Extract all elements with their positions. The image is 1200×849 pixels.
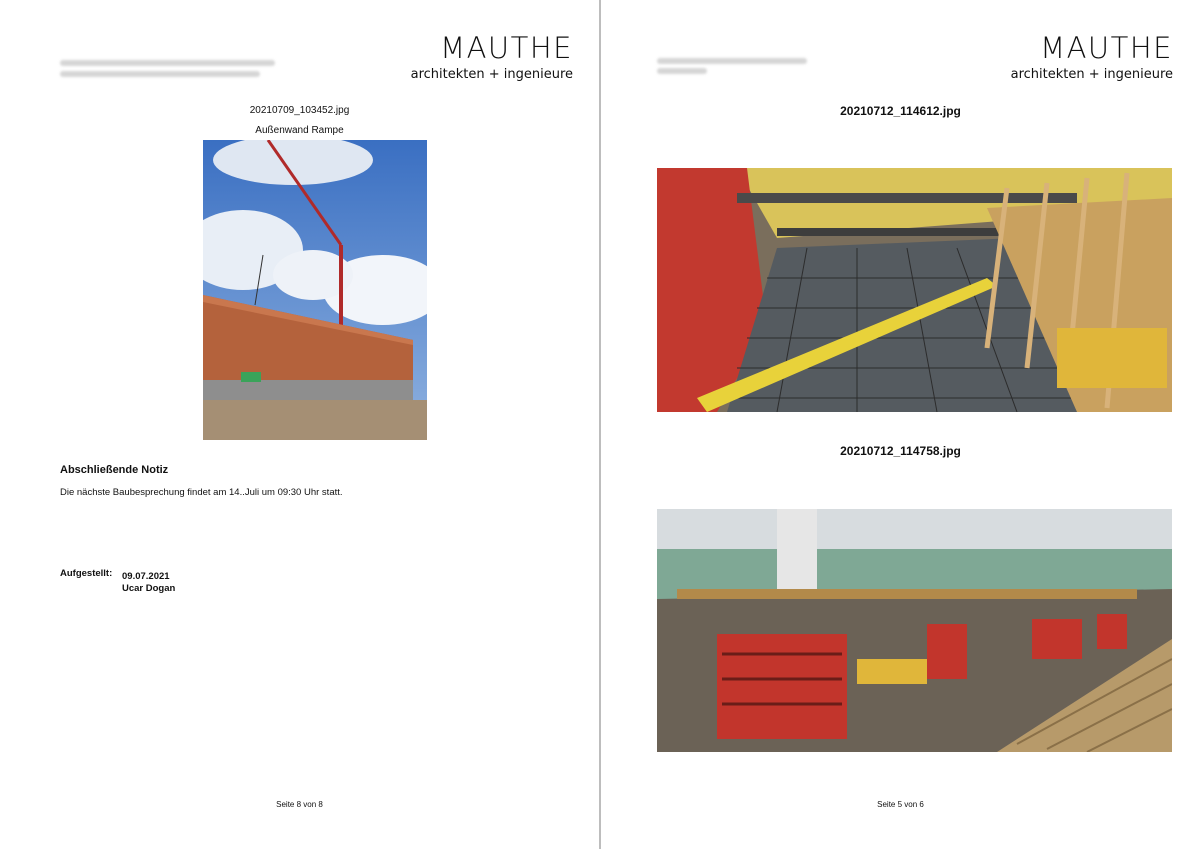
image-caption: Außenwand Rampe (255, 125, 344, 136)
company-logo (1011, 33, 1173, 83)
photo-exterior-wall-ramp (203, 140, 427, 440)
photo-hall-formwork (657, 509, 1172, 752)
redacted-header-line (657, 58, 807, 64)
logo-brand: MAUTHE (440, 31, 573, 65)
image-filename: 20210712_114612.jpg (840, 104, 961, 118)
document-page-right (601, 0, 1200, 849)
closing-note-title: Abschließende Notiz (60, 464, 169, 476)
document-page-left (0, 0, 599, 849)
image-filename: 20210709_103452.jpg (249, 105, 350, 116)
redacted-header-line (60, 60, 275, 66)
prepared-by: Ucar Dogan (122, 583, 176, 594)
image-filename: 20210712_114758.jpg (840, 444, 961, 458)
redacted-header-line (60, 71, 260, 77)
redacted-header-line (657, 68, 707, 74)
company-logo (411, 33, 573, 83)
prepared-date: 09.07.2021 (122, 571, 170, 582)
logo-tagline: architekten + ingenieure (410, 67, 573, 82)
page-number: Seite 5 von 6 (877, 800, 924, 809)
photo-rebar-formwork (657, 168, 1172, 412)
closing-note-text: Die nächste Baubesprechung findet am 14..Juli um 09:30 Uhr statt. (60, 487, 343, 498)
prepared-label: Aufgestellt: (60, 568, 113, 579)
page-number: Seite 8 von 8 (276, 800, 323, 809)
logo-tagline: architekten + ingenieure (1010, 67, 1173, 82)
logo-brand: MAUTHE (1040, 31, 1173, 65)
